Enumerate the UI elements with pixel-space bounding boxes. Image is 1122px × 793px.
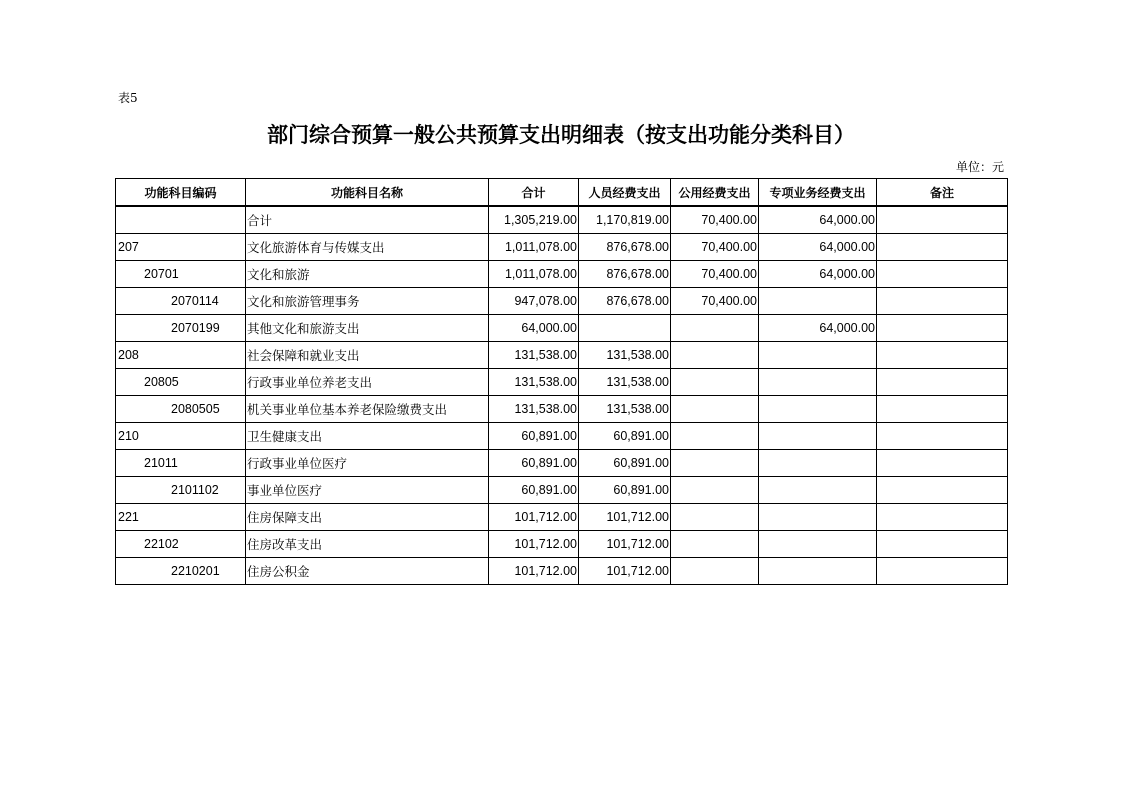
cell-code: 22102 bbox=[116, 531, 246, 558]
cell-name: 其他文化和旅游支出 bbox=[246, 315, 489, 342]
cell-personnel: 101,712.00 bbox=[579, 504, 671, 531]
cell-public bbox=[671, 450, 759, 477]
cell-public bbox=[671, 477, 759, 504]
cell-name: 文化旅游体育与传媒支出 bbox=[246, 234, 489, 261]
cell-public: 70,400.00 bbox=[671, 261, 759, 288]
table-number: 表5 bbox=[118, 91, 138, 105]
cell-name: 事业单位医疗 bbox=[246, 477, 489, 504]
cell-total: 64,000.00 bbox=[489, 315, 579, 342]
cell-name: 文化和旅游 bbox=[246, 261, 489, 288]
cell-name: 文化和旅游管理事务 bbox=[246, 288, 489, 315]
cell-remark bbox=[877, 558, 1008, 585]
cell-remark bbox=[877, 206, 1008, 234]
table-row bbox=[116, 477, 1008, 504]
cell-code: 2070114 bbox=[116, 288, 246, 315]
cell-total: 131,538.00 bbox=[489, 369, 579, 396]
cell-public: 70,400.00 bbox=[671, 288, 759, 315]
cell-code: 20805 bbox=[116, 369, 246, 396]
cell-public bbox=[671, 423, 759, 450]
table-row bbox=[116, 261, 1008, 288]
cell-total: 101,712.00 bbox=[489, 504, 579, 531]
cell-special: 64,000.00 bbox=[759, 261, 877, 288]
header-name: 功能科目名称 bbox=[246, 179, 489, 207]
table-row bbox=[116, 288, 1008, 315]
cell-total: 60,891.00 bbox=[489, 477, 579, 504]
cell-total: 947,078.00 bbox=[489, 288, 579, 315]
cell-name: 住房改革支出 bbox=[246, 531, 489, 558]
cell-public bbox=[671, 369, 759, 396]
cell-personnel: 876,678.00 bbox=[579, 234, 671, 261]
cell-special: 64,000.00 bbox=[759, 315, 877, 342]
cell-code: 2070199 bbox=[116, 315, 246, 342]
header-public: 公用经费支出 bbox=[671, 179, 759, 207]
cell-personnel: 101,712.00 bbox=[579, 558, 671, 585]
header-special: 专项业务经费支出 bbox=[759, 179, 877, 207]
table-header-row bbox=[116, 179, 1008, 207]
table-row bbox=[116, 369, 1008, 396]
cell-personnel: 131,538.00 bbox=[579, 369, 671, 396]
cell-special bbox=[759, 423, 877, 450]
cell-special: 64,000.00 bbox=[759, 234, 877, 261]
cell-public bbox=[671, 504, 759, 531]
cell-remark bbox=[877, 531, 1008, 558]
cell-total: 60,891.00 bbox=[489, 423, 579, 450]
cell-code: 208 bbox=[116, 342, 246, 369]
cell-name: 行政事业单位养老支出 bbox=[246, 369, 489, 396]
cell-name: 住房公积金 bbox=[246, 558, 489, 585]
table-row bbox=[116, 396, 1008, 423]
cell-special bbox=[759, 531, 877, 558]
table-body bbox=[116, 206, 1008, 585]
cell-name: 卫生健康支出 bbox=[246, 423, 489, 450]
cell-public bbox=[671, 396, 759, 423]
table-row bbox=[116, 423, 1008, 450]
cell-special bbox=[759, 342, 877, 369]
cell-personnel bbox=[579, 315, 671, 342]
cell-name: 合计 bbox=[246, 206, 489, 234]
cell-code: 2101102 bbox=[116, 477, 246, 504]
cell-personnel: 131,538.00 bbox=[579, 342, 671, 369]
cell-remark bbox=[877, 423, 1008, 450]
cell-total: 101,712.00 bbox=[489, 531, 579, 558]
cell-special: 64,000.00 bbox=[759, 206, 877, 234]
cell-total: 131,538.00 bbox=[489, 342, 579, 369]
cell-code: 21011 bbox=[116, 450, 246, 477]
table-row bbox=[116, 450, 1008, 477]
expenditure-table bbox=[115, 178, 1008, 585]
cell-code: 2080505 bbox=[116, 396, 246, 423]
cell-special bbox=[759, 450, 877, 477]
cell-name: 住房保障支出 bbox=[246, 504, 489, 531]
cell-total: 60,891.00 bbox=[489, 450, 579, 477]
cell-public bbox=[671, 342, 759, 369]
header-total: 合计 bbox=[489, 179, 579, 207]
table-row bbox=[116, 531, 1008, 558]
table-row bbox=[116, 234, 1008, 261]
cell-remark bbox=[877, 450, 1008, 477]
cell-total: 1,305,219.00 bbox=[489, 206, 579, 234]
cell-special bbox=[759, 396, 877, 423]
header-remark: 备注 bbox=[877, 179, 1008, 207]
cell-public bbox=[671, 558, 759, 585]
cell-remark bbox=[877, 315, 1008, 342]
cell-name: 行政事业单位医疗 bbox=[246, 450, 489, 477]
unit-label: 单位：元 bbox=[955, 160, 1004, 174]
cell-code bbox=[116, 206, 246, 234]
cell-total: 131,538.00 bbox=[489, 396, 579, 423]
cell-remark bbox=[877, 477, 1008, 504]
cell-total: 1,011,078.00 bbox=[489, 261, 579, 288]
cell-special bbox=[759, 288, 877, 315]
cell-personnel: 60,891.00 bbox=[579, 423, 671, 450]
cell-personnel: 101,712.00 bbox=[579, 531, 671, 558]
cell-name: 社会保障和就业支出 bbox=[246, 342, 489, 369]
table-row bbox=[116, 558, 1008, 585]
cell-total: 101,712.00 bbox=[489, 558, 579, 585]
cell-special bbox=[759, 504, 877, 531]
cell-personnel: 60,891.00 bbox=[579, 450, 671, 477]
cell-special bbox=[759, 369, 877, 396]
cell-personnel: 876,678.00 bbox=[579, 288, 671, 315]
cell-remark bbox=[877, 261, 1008, 288]
table-row bbox=[116, 504, 1008, 531]
cell-personnel: 60,891.00 bbox=[579, 477, 671, 504]
cell-code: 210 bbox=[116, 423, 246, 450]
cell-public: 70,400.00 bbox=[671, 234, 759, 261]
cell-remark bbox=[877, 504, 1008, 531]
cell-name: 机关事业单位基本养老保险缴费支出 bbox=[246, 396, 489, 423]
cell-remark bbox=[877, 396, 1008, 423]
table-row bbox=[116, 206, 1008, 234]
cell-remark bbox=[877, 288, 1008, 315]
cell-remark bbox=[877, 234, 1008, 261]
cell-special bbox=[759, 558, 877, 585]
table-row bbox=[116, 342, 1008, 369]
cell-remark bbox=[877, 342, 1008, 369]
cell-public bbox=[671, 315, 759, 342]
table-row bbox=[116, 315, 1008, 342]
cell-code: 2210201 bbox=[116, 558, 246, 585]
header-personnel: 人员经费支出 bbox=[579, 179, 671, 207]
page-title: 部门综合预算一般公共预算支出明细表（按支出功能分类科目） bbox=[267, 123, 855, 147]
cell-public bbox=[671, 531, 759, 558]
cell-code: 207 bbox=[116, 234, 246, 261]
cell-public: 70,400.00 bbox=[671, 206, 759, 234]
cell-code: 20701 bbox=[116, 261, 246, 288]
cell-remark bbox=[877, 369, 1008, 396]
cell-code: 221 bbox=[116, 504, 246, 531]
cell-special bbox=[759, 477, 877, 504]
cell-personnel: 131,538.00 bbox=[579, 396, 671, 423]
cell-personnel: 876,678.00 bbox=[579, 261, 671, 288]
header-code: 功能科目编码 bbox=[116, 179, 246, 207]
cell-total: 1,011,078.00 bbox=[489, 234, 579, 261]
cell-personnel: 1,170,819.00 bbox=[579, 206, 671, 234]
